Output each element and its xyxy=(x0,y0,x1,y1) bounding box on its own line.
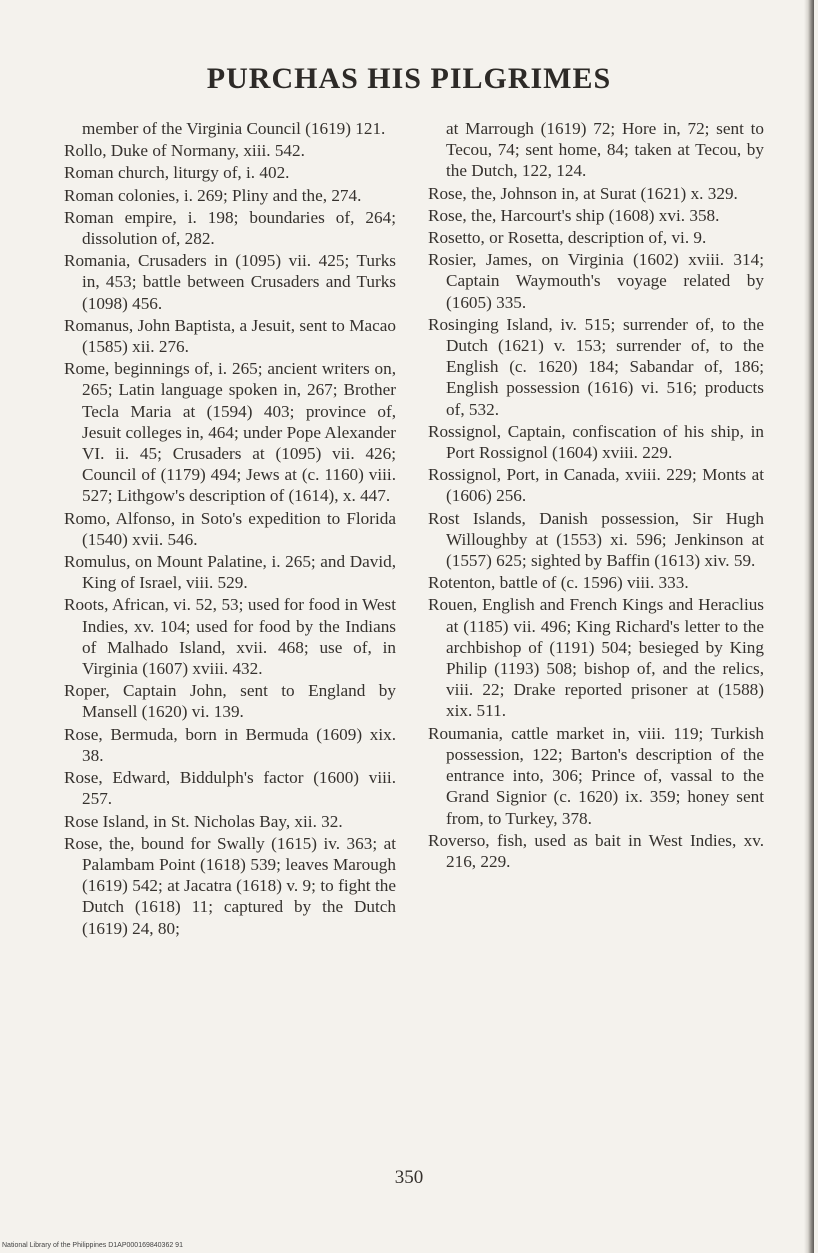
index-entry: Rouen, English and French Kings and Heraclius at (1185) vii. 496; King Richard's letter to the archbishop of (1191) 504; besieged by King Philip (1193) 508; bishop of, and the relics, viii. 22; Drake reported prisoner at (1588) xix. 511. xyxy=(428,595,764,721)
index-entry: Romo, Alfonso, in Soto's expedition to Florida (1540) xvii. 546. xyxy=(64,508,396,549)
index-entry: Rosinging Island, iv. 515; surrender of, to the Dutch (1621) v. 153; surrender of, to the English (c. 1620) 184; Sabandar of, 186; English possession (1616) vi. 516; products of, 532. xyxy=(428,314,764,419)
page-edge-shadow xyxy=(804,0,814,1253)
index-entry: Roman empire, i. 198; boundaries of, 264; dissolution of, 282. xyxy=(64,207,396,249)
index-entry: Rosier, James, on Virginia (1602) xviii. 314; Captain Waymouth's voyage related by (1605) 335. xyxy=(428,250,764,312)
scan-footer: National Library of the Philippines D1AP000169840362 91 xyxy=(2,1242,183,1249)
index-entry: Roper, Captain John, sent to England by Mansell (1620) vi. 139. xyxy=(64,681,396,722)
index-entry: Roumania, cattle market in, viii. 119; Turkish possession, 122; Barton's description of the entrance into, 306; Prince of, vassal to the Grand Signior (c. 1620) ix. 359; honey sent from, to Turkey, 378. xyxy=(428,723,764,828)
index-entry: Rome, beginnings of, i. 265; ancient writers on, 265; Latin language spoken in, 267; Brother Tecla Maria at (1594) 403; province of, Jesuit colleges in, 464; under Pope Alexander VI. ii. 45; Crusaders at (1095) vii. 426; Council of (1179) 494; Jews at (c. 1160) viii. 527; Lithgow's description of (1614), x. 447. xyxy=(64,359,396,506)
index-column-right xyxy=(428,118,764,873)
index-entry: Rose Island, in St. Nicholas Bay, xii. 32. xyxy=(64,811,343,831)
page-number: 350 xyxy=(394,1167,424,1188)
index-entry: Roman church, liturgy of, i. 402. xyxy=(64,163,290,183)
index-entry: at Marrough (1619) 72; Hore in, 72; sent to Tecou, 74; sent home, 84; taken at Tecou, by the Dutch, 122, 124. xyxy=(446,119,764,181)
index-entry: Rose, the, Harcourt's ship (1608) xvi. 358. xyxy=(428,205,720,225)
index-entry: Rossignol, Port, in Canada, xviii. 229; Monts at (1606) 256. xyxy=(428,465,764,506)
index-entry: Rosetto, or Rosetta, description of, vi. 9. xyxy=(428,228,707,248)
index-entry: Roverso, fish, used as bait in West Indies, xv. 216, 229. xyxy=(428,830,764,871)
index-entry: Rose, Bermuda, born in Bermuda (1609) xix. 38. xyxy=(64,724,396,765)
index-entry: Romulus, on Mount Palatine, i. 265; and David, King of Israel, viii. 529. xyxy=(64,552,396,593)
index-entry: Rossignol, Captain, confiscation of his ship, in Port Rossignol (1604) xviii. 229. xyxy=(428,421,764,463)
index-entry: Rose, the, bound for Swally (1615) iv. 363; at Palambam Point (1618) 539; leaves Marough (1619) 542; at Jacatra (1618) v. 9; to fight the Dutch (1618) 11; captured by the Dutch (1619) 24, 80; xyxy=(64,833,396,938)
index-entry: Rose, Edward, Biddulph's factor (1600) viii. 257. xyxy=(64,768,396,809)
index-entry: Rollo, Duke of Normany, xiii. 542. xyxy=(64,141,305,161)
index-entry: Roots, African, vi. 52, 53; used for food in West Indies, xv. 104; used for food by the Indians of Malhado Island, xvii. 468; use of, in Virginia (1607) xviii. 432. xyxy=(64,595,396,679)
index-entry: Rotenton, battle of (c. 1596) viii. 333. xyxy=(428,573,689,593)
index-column-left xyxy=(64,118,396,940)
index-entry: Rose, the, Johnson in, at Surat (1621) x. 329. xyxy=(428,183,738,203)
page-title: PURCHAS HIS PILGRIMES xyxy=(206,62,612,95)
index-entry: member of the Virginia Council (1619) 121. xyxy=(82,119,386,138)
index-entry: Romanus, John Baptista, a Jesuit, sent to Macao (1585) xii. 276. xyxy=(64,315,396,357)
index-entry: Romania, Crusaders in (1095) vii. 425; Turks in, 453; battle between Crusaders and Turks (1098) 456. xyxy=(64,251,396,313)
index-entry: Rost Islands, Danish possession, Sir Hugh Willoughby at (1553) xi. 596; Jenkinson at (1557) 625; sighted by Baffin (1613) xiv. 59. xyxy=(428,508,764,571)
index-entry: Roman colonies, i. 269; Pliny and the, 274. xyxy=(64,185,362,205)
